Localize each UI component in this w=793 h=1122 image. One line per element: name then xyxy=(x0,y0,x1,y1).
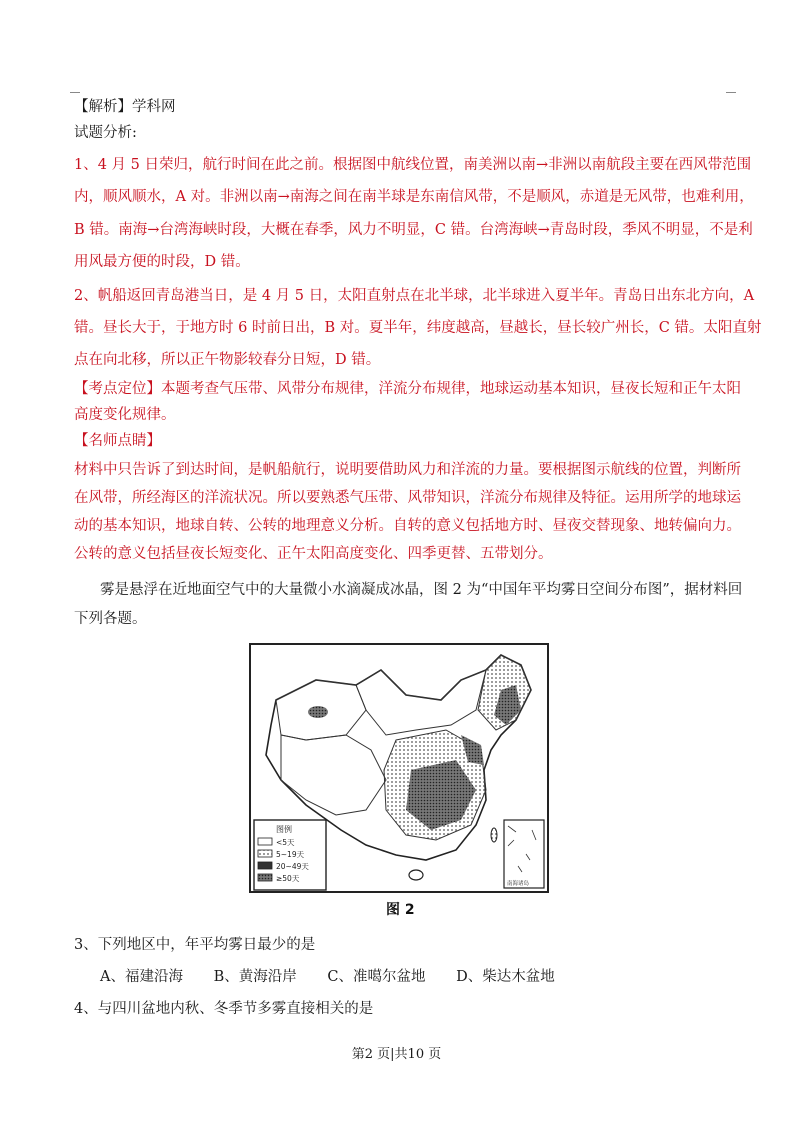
q3-option-c[interactable]: C、准噶尔盆地 xyxy=(327,969,426,985)
mingshi-line-3: 动的基本知识，地球自转、公转的地理意义分析。自转的意义包括地方时、昼夜交替现象、地转偏向力。 xyxy=(74,518,741,534)
q2-line-3: 点在向北移，所以正午物影较春分日短，D 错。 xyxy=(74,352,381,368)
q3-options xyxy=(100,967,760,987)
corner-mark-right xyxy=(726,92,736,93)
legend-swatch-20-49 xyxy=(258,862,272,869)
kaodian-line-1 xyxy=(74,379,741,399)
legend-swatch-lt5 xyxy=(258,838,272,845)
legend-label-5-19: 5~19天 xyxy=(276,850,305,859)
legend-swatch-ge50 xyxy=(258,874,272,881)
q2-line-1: 2、帆船返回青岛港当日，是 4 月 5 日，太阳直射点在北半球，北半球进入夏半年。青岛日出东北方向，A xyxy=(74,288,755,304)
q3-option-d[interactable]: D、柴达木盆地 xyxy=(456,969,555,985)
legend-label-ge50: ≥50天 xyxy=(276,874,300,883)
q1-line-2: 内，顺风顺水，A 对。非洲以南→南海之间在南半球是东南信风带，不是顺风，赤道是无风带，也难利用， xyxy=(74,189,754,205)
q2-line-2: 错。昼长大于，于地方时 6 时前日出，B 对。夏半年，纬度越高，昼越长，昼长较广州长，C 错。太阳直射 xyxy=(74,320,762,336)
q1-line-3: B 错。南海→台湾海峡时段，大概在春季，风力不明显，C 错。台湾海峡→青岛时段，季风不明显，不是利 xyxy=(74,222,753,238)
legend-title: 图例 xyxy=(276,825,292,834)
legend-swatch-5-19 xyxy=(258,850,272,857)
intro-line-1: 雾是悬浮在近地面空气中的大量微小水滴凝成冰晶，图 2 为“中国年平均雾日空间分布图”，据材料回 xyxy=(100,582,743,598)
mingshi-line-4: 公转的意义包括昼夜长短变化、正午太阳高度变化、四季更替、五带划分。 xyxy=(74,546,553,562)
taiwan-island xyxy=(491,828,497,842)
mingshi-label: 【名师点睛】 xyxy=(74,433,161,449)
q3-option-a[interactable]: A、福建沿海 xyxy=(100,969,183,985)
legend-label-lt5: <5天 xyxy=(276,838,295,847)
mingshi-line-2: 在风带，所经海区的洋流状况。所以要熟悉气压带、风带知识，洋流分布规律及特征。运用所学的地球运 xyxy=(74,490,741,506)
fog-days-map-figure xyxy=(246,640,552,920)
kaodian-label: 【考点定位】 xyxy=(74,381,161,397)
figure-caption: 图 2 xyxy=(386,902,415,918)
intro-line-2: 下列各题。 xyxy=(74,611,147,627)
china-fog-map xyxy=(246,640,552,920)
analysis-header: 【解析】学科网 xyxy=(74,99,176,115)
q3-stem: 3、下列地区中，年平均雾日最少的是 xyxy=(74,937,316,953)
analysis-subheader: 试题分析: xyxy=(74,125,137,141)
inset-label: 南海诸岛 xyxy=(507,881,530,887)
page-footer: 第2 页|共10 页 xyxy=(351,1047,442,1062)
q3-option-b[interactable]: B、黄海沿岸 xyxy=(213,969,297,985)
legend-label-20-49: 20~49天 xyxy=(276,862,309,871)
kaodian-text: 本题考查气压带、风带分布规律，洋流分布规律，地球运动基本知识，昼夜长短和正午太阳 xyxy=(161,381,741,397)
q1-line-1: 1、4 月 5 日荣归，航行时间在此之前。根据图中航线位置，南美洲以南→非洲以南航段主要在西风带范围 xyxy=(74,157,752,173)
kaodian-line-2: 高度变化规律。 xyxy=(74,407,176,423)
south-sea-inset xyxy=(504,820,544,888)
mingshi-line-1: 材料中只告诉了到达时间，是帆船航行，说明要借助风力和洋流的力量。要根据图示航线的位置，判断所 xyxy=(74,462,741,478)
q1-line-4: 用风最方便的时段，D 错。 xyxy=(74,254,250,270)
q4-stem: 4、与四川盆地内秋、冬季节多雾直接相关的是 xyxy=(74,1001,374,1017)
fog-patch-xinjiang xyxy=(308,706,328,718)
corner-mark-left xyxy=(70,92,80,93)
